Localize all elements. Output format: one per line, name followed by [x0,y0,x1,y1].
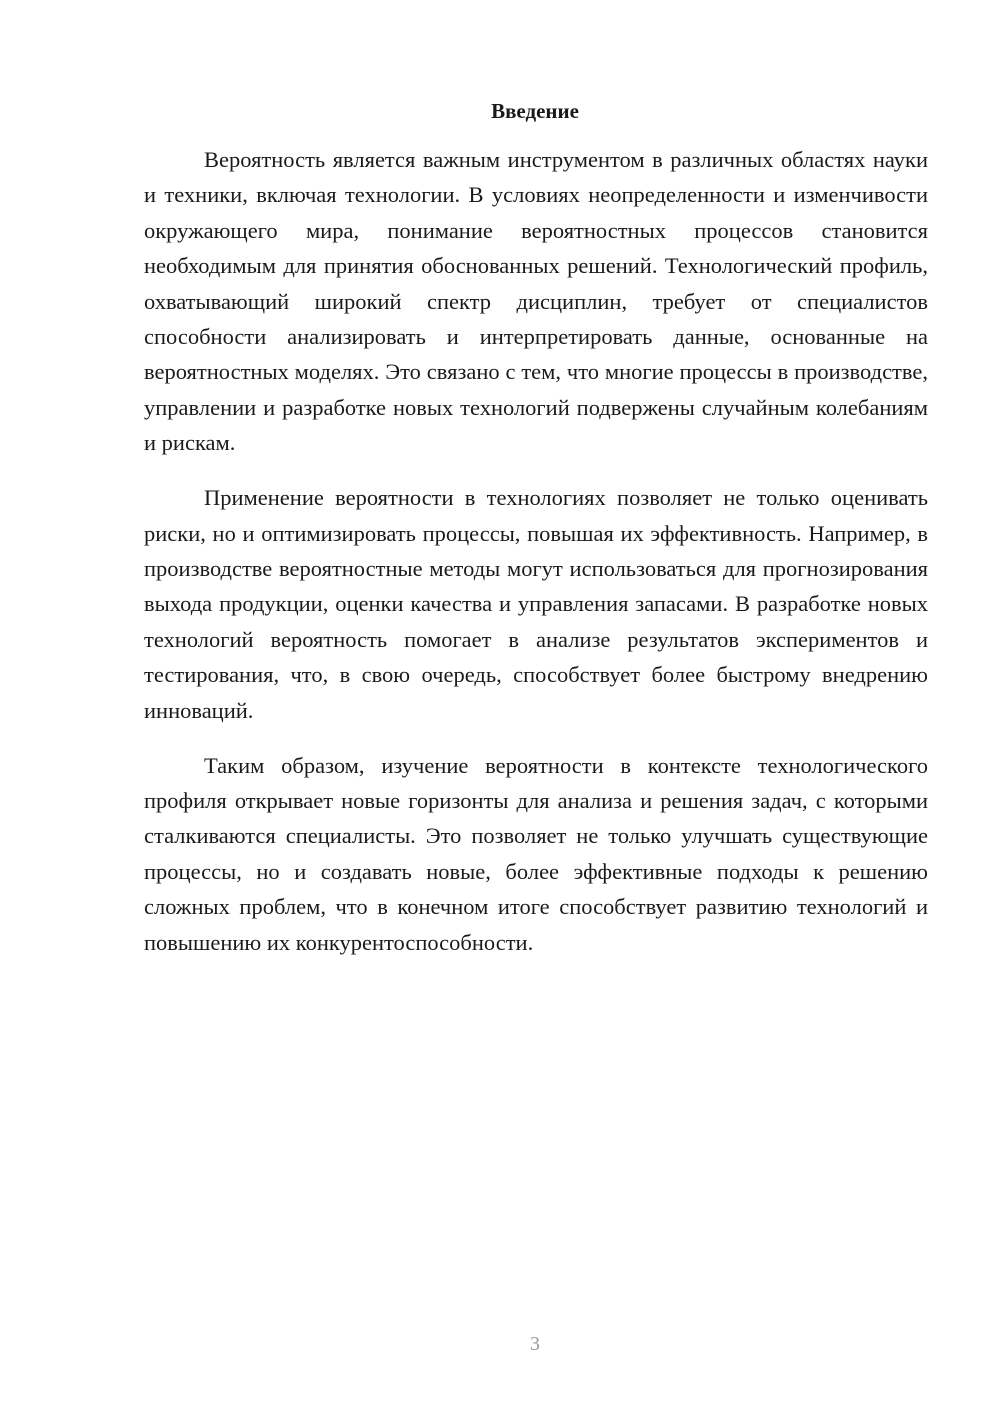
page-number: 3 [530,1333,540,1355]
paragraph-3: Таким образом, изучение вероятности в контексте технологического профиля открывает новые горизонты для анализа и решения задач, с которыми сталкиваются специалисты. Это позволяет не только улучшать существующие процессы, но и создавать новые, более эффективные подходы к решению сложных проблем, что в конечном итоге способствует развитию технологий и повышению их конкурентоспособности. [144,752,928,955]
paragraph-1: Вероятность является важным инструментом в различных областях науки и техники, включая технологии. В условиях неопределенности и изменчивости окружающего мира, понимание вероятностных процессов становится необходимым для принятия обоснованных решений. Технологический профиль, охватывающий широкий спектр дисциплин, требует от специалистов способности анализировать и интерпретировать данные, основанные на вероятностных моделях. Это связано с тем, что многие процессы в производстве, управлении и разработке новых технологий подвержены случайным колебаниям и рискам. [144,147,928,456]
section-title: Введение [491,99,579,123]
paragraph-2: Применение вероятности в технологиях позволяет не только оценивать риски, но и оптимизировать процессы, повышая их эффективность. Например, в производстве вероятностные методы могут использоваться для прогнозирования выхода продукции, оценки качества и управления запасами. В разработке новых технологий вероятность помогает в анализе результатов экспериментов и тестирования, что, в свою очередь, способствует более быстрому внедрению инноваций. [144,485,928,723]
body-text [144,142,928,979]
